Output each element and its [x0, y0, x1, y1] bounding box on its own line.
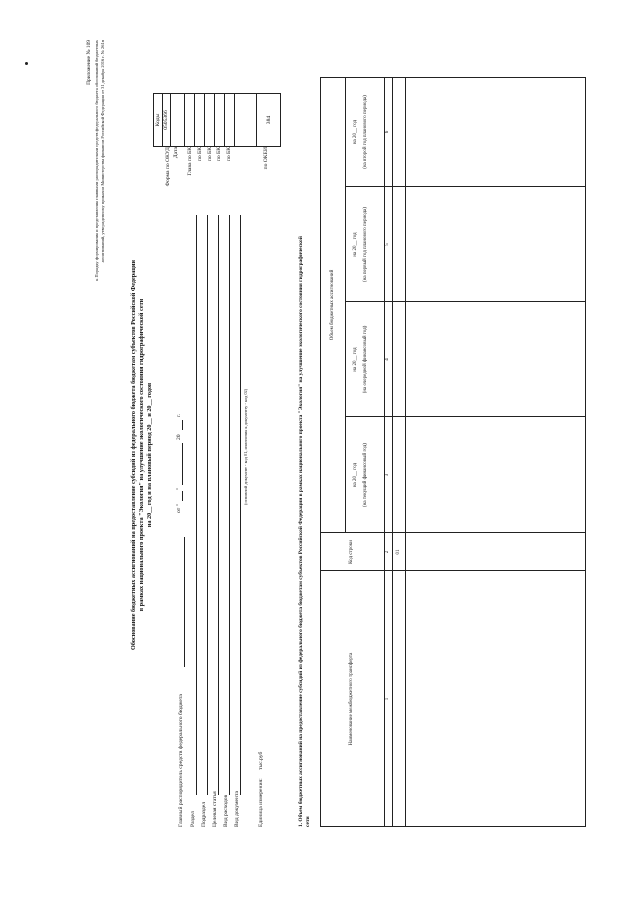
unit-value: тыс.руб: [258, 751, 264, 770]
col4-header-a: на 20__ год: [353, 347, 358, 372]
document-type-label: Вид документа: [234, 791, 240, 827]
document-title-line-2: в рамках национального проекта "Экология" на улучшение экологического состояния гидрографической сети: [138, 298, 145, 612]
expense-type-label: Вид расходов: [223, 794, 229, 827]
col6-header-b: (на второй год планового периода): [363, 95, 368, 169]
bk-label-1: по БК: [197, 147, 203, 162]
appendix-line-2: ассигнований, утвержденному приказом Министерства финансов Российской Федерации от 31 декабря 2016 г. № 261н: [100, 40, 105, 263]
subsection-label: Подраздел: [201, 801, 207, 827]
bk-label-4: по БК: [226, 147, 232, 162]
bk-label-3: по БК: [216, 147, 222, 162]
scan-mark: [25, 62, 28, 65]
codes-header: Коды: [155, 113, 161, 127]
unit-label: Единица измерения:: [258, 778, 264, 827]
document-type-note: (основной документ - код 01, изменения к документу - код 02): [243, 388, 248, 505]
appendix-line-1: к Порядку формирования и представления главными распорядителями средств федерального бюджета обоснований бюджетных: [94, 40, 99, 281]
appendix-number: Приложение № 109: [86, 40, 92, 85]
okei-value: 384: [266, 115, 272, 125]
okei-label: по ОКЕИ: [263, 147, 269, 170]
col-number-4: 4: [385, 358, 390, 361]
document-title-line-1: Обоснование бюджетных ассигнований на предоставление субсидий из федерального бюджета бюджетам субъектов Российской Федерации: [130, 260, 137, 650]
target-item-label: Целевая статья: [212, 791, 218, 827]
col-header-code: Код строки: [349, 540, 354, 564]
col-header-volume: Объем бюджетных ассигнований: [329, 269, 335, 341]
col-number-1: 1: [385, 697, 390, 701]
section-label: Раздел: [190, 811, 196, 827]
date-mid: ": [176, 487, 182, 490]
date-prefix: от ": [176, 504, 182, 513]
section1-heading-line-2: сети: [305, 816, 311, 827]
row-code-cell: 01: [395, 549, 401, 555]
col6-header-a: на 20__ год: [353, 119, 358, 145]
main-manager-label: Главный распорядитель средств федерального бюджета: [178, 694, 184, 827]
bk-label-2: по БК: [207, 147, 213, 162]
document-title-line-3: на 20__ год и на плановый период 20__ и 20__ годов: [146, 382, 153, 528]
col3-header-a: на 20__ год: [353, 462, 358, 488]
col-header-name: Наименование межбюджетного трансферта: [349, 652, 354, 746]
col5-header-a: на 20__ год: [353, 232, 358, 257]
date-code-label: Дата: [173, 147, 179, 159]
col3-header-b: (на текущий финансовый год): [363, 443, 368, 507]
col-number-2: 2: [385, 550, 390, 554]
chapter-label: Глава по БК: [187, 147, 193, 176]
col-number-3: 3: [385, 473, 390, 477]
section1-heading-line-1: 1. Объем бюджетных ассигнований на предоставление субсидий из федерального бюджета бюджетам субъектов Российской Федерации в рамках национального проекта "Экология" на улучшение экологического состояния гидрографической: [298, 236, 304, 827]
col-number-6: 6: [385, 130, 390, 134]
date-year: 20: [176, 434, 182, 440]
okud-value: 0505366: [163, 110, 169, 130]
date-suffix: г.: [176, 413, 182, 417]
okud-label: Форма по ОКУД: [165, 147, 171, 187]
col5-header-b: (на первый год планового периода): [363, 207, 368, 282]
codes-box: [153, 93, 281, 147]
col4-header-b: (на очередной финансовый год): [363, 325, 368, 394]
col-number-5: 5: [385, 243, 390, 246]
